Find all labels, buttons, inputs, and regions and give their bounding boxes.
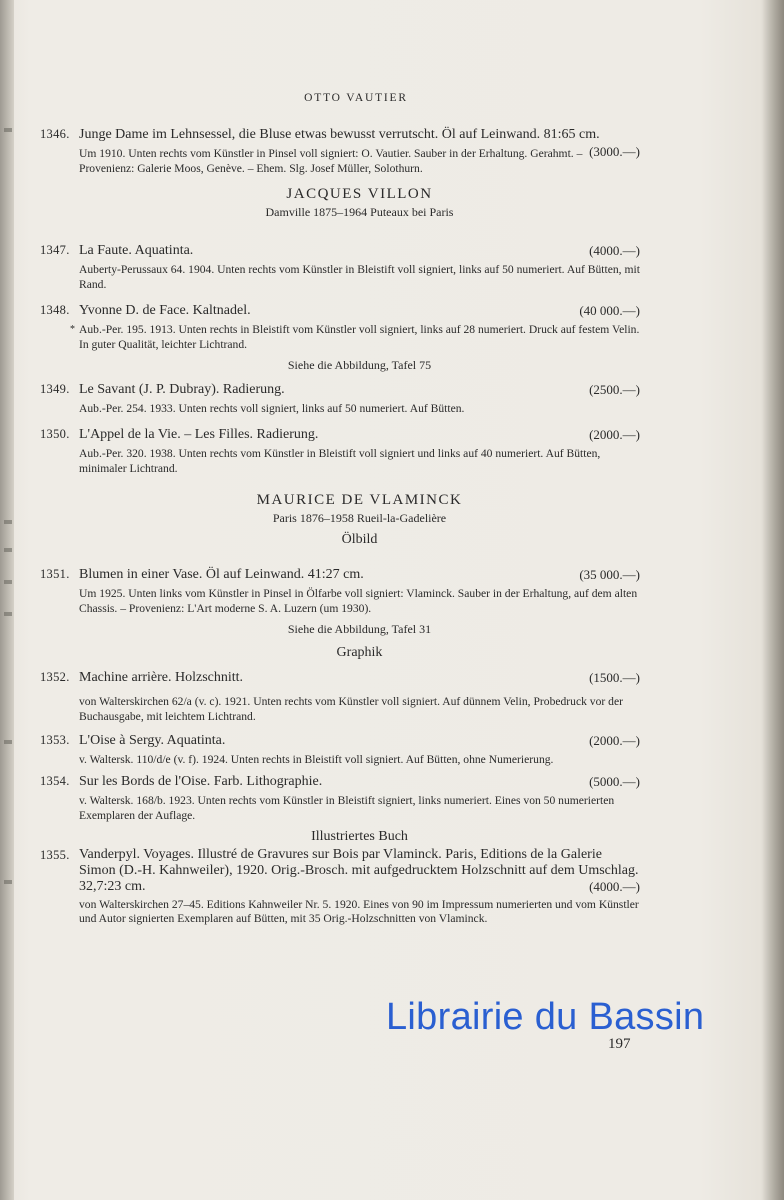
- lot-description: von Walterskirchen 62/a (v. c). 1921. Unten rechts vom Künstler voll signiert. Auf dünnem Velin, Probedruck vor der Buchausgabe, mit leichtem Lichtrand.: [79, 695, 623, 723]
- lot-title: [79, 302, 640, 319]
- lot-title: [79, 566, 640, 583]
- seller-watermark: Librairie du Bassin: [386, 996, 705, 1038]
- lot-number: 1348.: [40, 303, 70, 317]
- running-head: OTTO VAUTIER: [304, 92, 408, 104]
- margin-mark: [4, 880, 12, 884]
- lot-1352: [40, 669, 640, 724]
- margin-mark: [4, 128, 12, 132]
- lot-number: 1354.: [40, 774, 70, 788]
- lot-1346: [40, 126, 640, 176]
- book-spine-shadow: [0, 0, 14, 1200]
- lot-description: Auberty-Perussaux 64. 1904. Unten rechts vom Künstler in Bleistift voll signiert, links auf 50 numeriert. Auf Bütten, mit Rand.: [79, 263, 640, 291]
- lot-number: 1355.: [40, 848, 70, 862]
- lot-price: (3000.—): [589, 144, 640, 159]
- lot-1353: [40, 732, 640, 767]
- lot-description: v. Waltersk. 168/b. 1923. Unten rechts vom Künstler in Bleistift signiert, links numeriert. Eines von 50 numerierten Exemplaren der Auflage.: [79, 794, 615, 822]
- lot-1349: [40, 381, 640, 416]
- lot-title-text: Junge Dame im Lehnsessel, die Bluse etwas bewusst verrutscht. Öl auf Leinwand. 81:65 cm.: [79, 127, 600, 142]
- lot-price: (2500.—): [589, 382, 640, 397]
- lot-1354: [40, 773, 640, 823]
- illustration-star-icon: *: [70, 324, 75, 335]
- section-heading: Illustriertes Buch: [311, 829, 408, 844]
- margin-mark: [4, 548, 12, 552]
- lot-title-text: Machine arrière. Holzschnitt.: [79, 670, 244, 685]
- margin-mark: [4, 520, 12, 524]
- lot-description: v. Waltersk. 110/d/e (v. f). 1924. Unten rechts in Bleistift voll signiert. Auf Bütten, ohne Numerierung.: [79, 753, 554, 766]
- lot-description: Um 1910. Unten rechts vom Künstler in Pinsel voll signiert: O. Vautier. Sauber in der Erhaltung. Gerahmt. – Provenienz: Galerie Moos, Genève. – Ehem. Slg. Josef Müller, Solothurn.: [79, 147, 583, 175]
- lot-title: [79, 126, 640, 159]
- page-number: 197: [608, 1036, 631, 1052]
- lot-title-text: Sur les Bords de l'Oise. Farb. Lithographie.: [79, 774, 323, 789]
- lot-1347: [40, 242, 640, 292]
- lot-1355: [40, 847, 640, 926]
- lot-price: (4000.—): [589, 243, 640, 258]
- catalog-content: [40, 126, 640, 932]
- artist-dates: Damville 1875–1964 Puteaux bei Paris: [265, 205, 454, 219]
- lot-price: (2000.—): [589, 427, 640, 442]
- section-heading: Ölbild: [341, 532, 378, 547]
- lot-title: [79, 242, 640, 259]
- lot-title-text: L'Appel de la Vie. – Les Filles. Radierung.: [79, 427, 319, 442]
- lot-description: Aub.-Per. 254. 1933. Unten rechts voll signiert, links auf 50 numeriert. Auf Bütten.: [79, 402, 465, 415]
- plate-reference: Siehe die Abbildung, Tafel 31: [287, 622, 432, 636]
- lot-price: (35 000.—): [579, 567, 640, 582]
- lot-number: 1352.: [40, 670, 70, 684]
- artist-name: JACQUES VILLON: [286, 186, 433, 202]
- lot-title: [79, 381, 640, 398]
- lot-number: 1353.: [40, 733, 70, 747]
- lot-number: 1346.: [40, 127, 70, 141]
- lot-description-text: Aub.-Per. 195. 1913. Unten rechts in Bleistift vom Künstler voll signiert, links auf 28 numeriert. Druck auf festem Velin. In guter Qualität, leichter Lichtrand.: [79, 323, 640, 351]
- lot-title: [79, 669, 640, 686]
- lot-title: [79, 426, 640, 443]
- lot-number: 1347.: [40, 243, 70, 257]
- lot-price: (40 000.—): [579, 303, 640, 318]
- lot-description: [70, 322, 640, 352]
- plate-reference: Siehe die Abbildung, Tafel 75: [287, 358, 432, 372]
- lot-price: (4000.—): [589, 879, 640, 894]
- lot-title-text: Yvonne D. de Face. Kaltnadel.: [79, 303, 251, 318]
- lot-1350: [40, 426, 640, 476]
- section-heading: Graphik: [336, 645, 383, 660]
- lot-price: (2000.—): [589, 733, 640, 748]
- artist-dates: Paris 1876–1958 Rueil-la-Gadelière: [272, 511, 447, 525]
- lot-description: von Walterskirchen 27–45. Editions Kahnweiler Nr. 5. 1920. Eines von 90 im Impressum numerierten und vom Künstler und Autor signierten Exemplaren auf Bütten, mit 35 Orig.-Holzschnitten von Vlaminck.: [79, 898, 639, 925]
- margin-mark: [4, 740, 12, 744]
- lot-title-text: Le Savant (J. P. Dubray). Radierung.: [79, 382, 285, 397]
- lot-price: (1500.—): [589, 670, 640, 685]
- page-edge-shadow: [762, 0, 784, 1200]
- lot-title: [79, 847, 640, 895]
- margin-mark: [4, 580, 12, 584]
- lot-title-text: La Faute. Aquatinta.: [79, 243, 194, 258]
- lot-1351: [40, 566, 640, 616]
- lot-1348: [40, 302, 640, 352]
- margin-mark: [4, 612, 12, 616]
- lot-description: Um 1925. Unten links vom Künstler in Pinsel in Ölfarbe voll signiert: Vlaminck. Sauber in der Erhaltung, auf dem alten Chassis. – Provenienz: L'Art moderne S. A. Luzern (um 1930).: [79, 587, 638, 615]
- artist-name: MAURICE DE VLAMINCK: [256, 492, 463, 508]
- lot-title-text: Vanderpyl. Voyages. Illustré de Gravures sur Bois par Vlaminck. Paris, Editions de la Galerie Simon (D.-H. Kahnweiler), 1920. Orig.-Brosch. mit aufgedrucktem Holzschnitt auf dem Umschlag. 32,7:23 cm.: [79, 847, 639, 894]
- lot-number: 1349.: [40, 382, 70, 396]
- lot-title: [79, 732, 640, 749]
- lot-number: 1350.: [40, 427, 70, 441]
- lot-title-text: Blumen in einer Vase. Öl auf Leinwand. 41:27 cm.: [79, 567, 364, 582]
- lot-price: (5000.—): [589, 774, 640, 789]
- lot-title-text: L'Oise à Sergy. Aquatinta.: [79, 733, 226, 748]
- lot-description: Aub.-Per. 320. 1938. Unten rechts vom Künstler in Bleistift voll signiert und links auf 40 numeriert. Auf Bütten, minimaler Lichtrand.: [79, 447, 601, 475]
- lot-title: [79, 773, 640, 790]
- lot-number: 1351.: [40, 567, 70, 581]
